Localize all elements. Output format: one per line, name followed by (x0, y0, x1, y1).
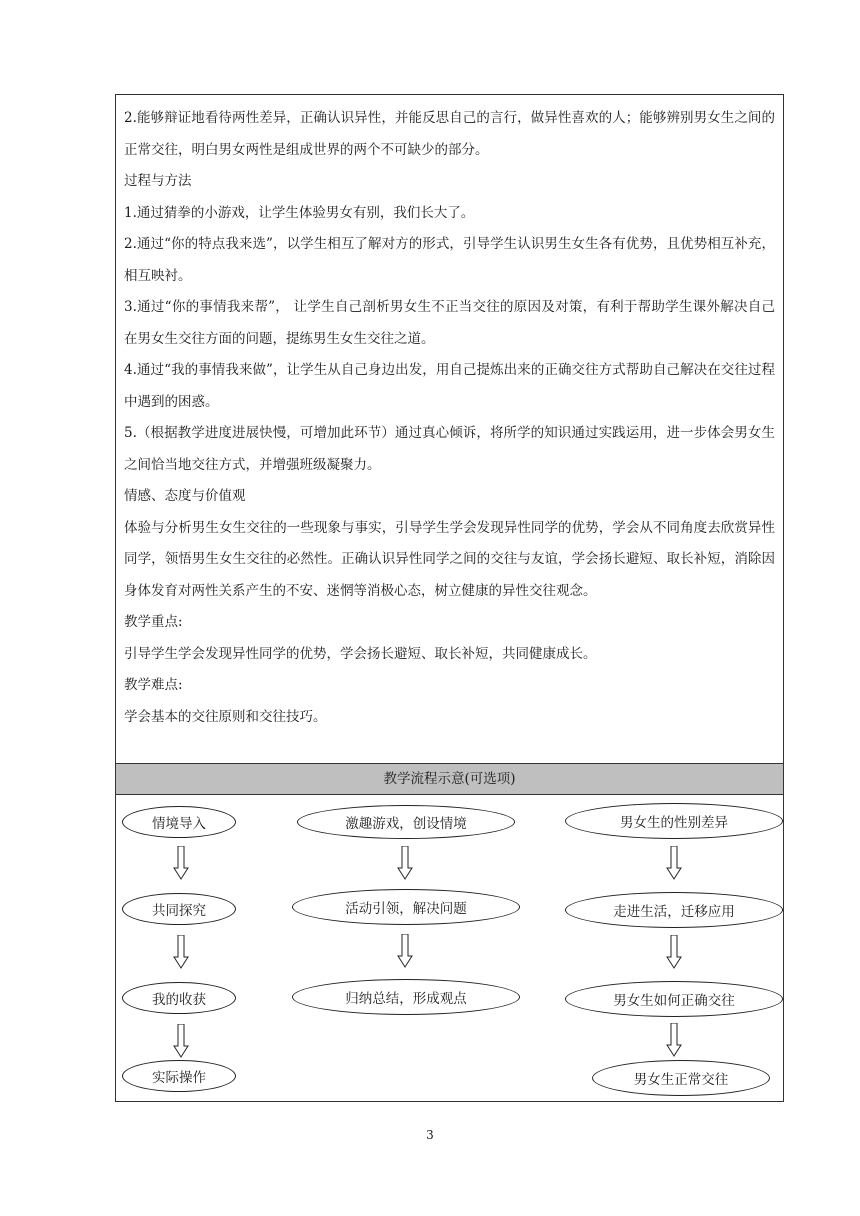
section-heading-emotion-values: 情感、态度与价值观 (124, 488, 246, 504)
flow-node: 情境导入 (122, 806, 236, 838)
down-arrow-icon (173, 846, 189, 880)
flow-node: 实际操作 (122, 1060, 236, 1092)
objective-paragraph: 体验与分析男生女生交往的一些现象与事实，引导学生学会发现异性同学的优势，学会从不同角度去欣赏异性同学，领悟男生女生交往的必然性。正确认识异性同学之间的交往与友谊，学会扬长避短、取长补短，消除因身体发育对两性关系产生的不安、迷惘等消极心态，树立健康的异性交往观念。 (124, 519, 775, 599)
section-heading-key-points: 教学重点: (124, 614, 183, 630)
down-arrow-icon (173, 1024, 189, 1058)
down-arrow-icon (666, 935, 682, 969)
down-arrow-icon (666, 1023, 682, 1057)
difficulties-text: 学会基本的交往原则和交往技巧。 (124, 708, 327, 725)
down-arrow-icon (173, 935, 189, 969)
flow-node: 共同探究 (122, 893, 236, 925)
page-number: 3 (426, 1128, 434, 1142)
section-heading-process-methods: 过程与方法 (124, 173, 192, 189)
objectives-section (124, 103, 775, 733)
flow-node: 激趣游戏，创设情境 (297, 805, 515, 839)
objective-paragraph: 2.能够辩证地看待两性差异，正确认识异性，并能反思自己的言行，做异性喜欢的人；能够辨别男女生之间的正常交往，明白男女两性是组成世界的两个不可缺少的部分。 (124, 110, 775, 158)
flow-chart-title: 教学流程示意(可选项) (116, 763, 783, 795)
objective-paragraph: 1.通过猜拳的小游戏，让学生体验男女有别，我们长大了。 (124, 204, 475, 221)
down-arrow-icon (666, 846, 682, 880)
down-arrow-icon (397, 846, 413, 880)
objective-paragraph: 3.通过“你的事情我来帮”， 让学生自己剖析男女生不正当交往的原因及对策，有利于帮助学生课外解决自己在男女生交往方面的问题，提练男生女生交往之道。 (124, 299, 775, 347)
key-points-text: 引导学生学会发现异性同学的优势，学会扬长避短、取长补短，共同健康成长。 (124, 645, 597, 662)
section-heading-difficulties: 教学难点: (124, 677, 183, 693)
flow-node: 男女生正常交往 (592, 1060, 770, 1096)
down-arrow-icon (397, 934, 413, 968)
objective-paragraph: 5.（根据教学进度进展快慢，可增加此环节）通过真心倾诉，将所学的知识通过实践运用，进一步体会男女生之间恰当地交往方式，并增强班级凝聚力。 (124, 425, 775, 473)
flow-node: 走进生活，迁移应用 (565, 892, 783, 928)
flow-node: 男女生的性别差异 (565, 803, 783, 839)
flow-node: 我的收获 (122, 982, 236, 1014)
flow-node: 男女生如何正确交往 (565, 981, 783, 1017)
flow-node: 归纳总结，形成观点 (292, 979, 520, 1015)
flow-node: 活动引领，解决问题 (292, 889, 520, 925)
objective-paragraph: 4.通过“我的事情我来做”，让学生从自己身边出发，用自己提炼出来的正确交往方式帮助自己解决在交往过程中遇到的困惑。 (124, 362, 775, 410)
page-frame (115, 94, 784, 1102)
teaching-flow-chart (116, 795, 783, 1101)
objective-paragraph: 2.通过“你的特点我来选”，以学生相互了解对方的形式，引导学生认识男生女生各有优势，且优势相互补充，相互映衬。 (124, 236, 775, 284)
